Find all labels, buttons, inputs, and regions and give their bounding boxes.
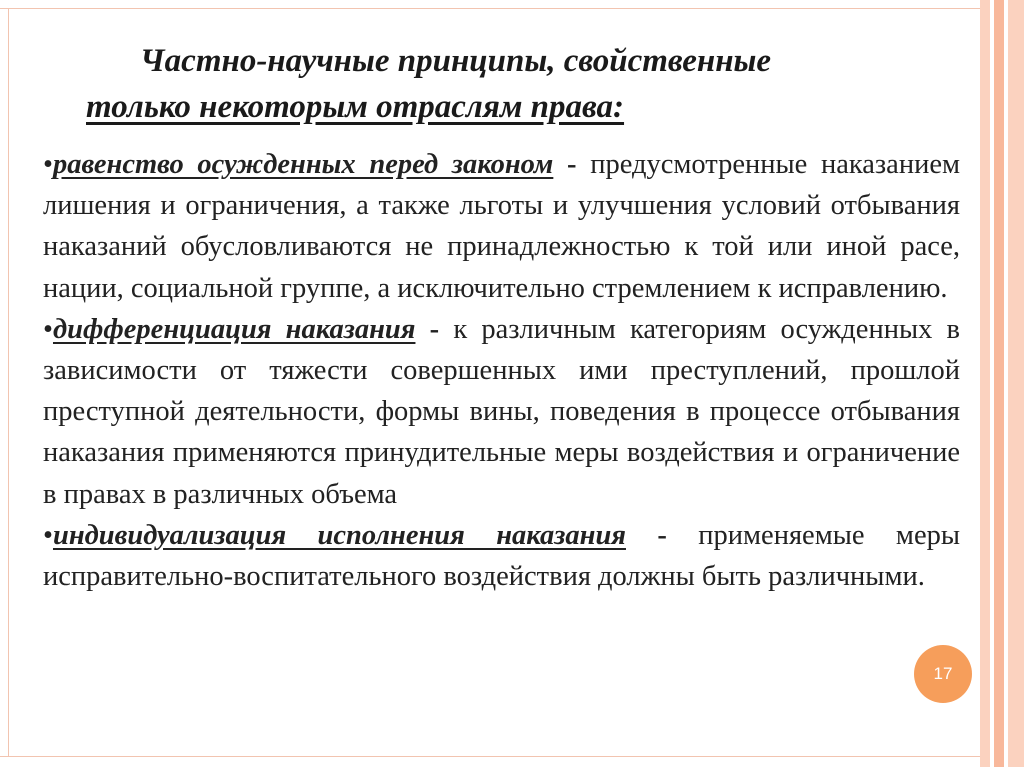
stripe [1008,0,1024,767]
bullet: • [43,149,53,180]
list-item-individualization [43,515,960,597]
bullet: • [43,313,53,345]
title-line-2: только некоторым отраслям права: [86,89,625,125]
item-text: применяемые меры исправительно-воспитательного воздействия должны быть различными. [43,519,960,593]
term-equality: равенство осужденных перед законом [52,149,554,180]
term-separator: - [553,149,591,180]
slide-title [86,38,906,130]
frame-left-line [8,8,9,757]
bullet: • [43,519,53,551]
term-differentiation: дифференциация наказания [52,313,416,345]
item-text: предусмотренные наказанием лишения и ограничения, а также льготы и улучшения условий отбывания наказаний обусловливаются не принадлежностью к той или иной расе, нации, социальной группе, а исключительно стремлением к исправлению. [43,149,961,304]
title-line-1: Частно-научные принципы, свойственные [140,43,772,79]
stripe [994,0,1004,767]
decorative-stripes [980,0,1024,767]
term-separator: - [415,313,454,345]
slide-content [43,144,960,597]
term-individualization: индивидуализация исполнения наказания [52,519,626,551]
page-number-badge [914,645,972,703]
term-separator: - [626,519,699,551]
stripe [980,0,990,767]
list-item-differentiation [43,309,960,515]
list-item-equality [43,144,960,309]
frame-bottom-line [0,756,986,757]
frame-top-line [0,8,986,9]
page-number: 17 [933,664,953,683]
item-text: к различным категориям осужденных в зависимости от тяжести совершенных ими преступлений, прошлой преступной деятельности, формы вины, поведения в процессе отбывания наказания применяются принудительные меры воздействия и ограничение в правах в различных объема [43,313,960,510]
